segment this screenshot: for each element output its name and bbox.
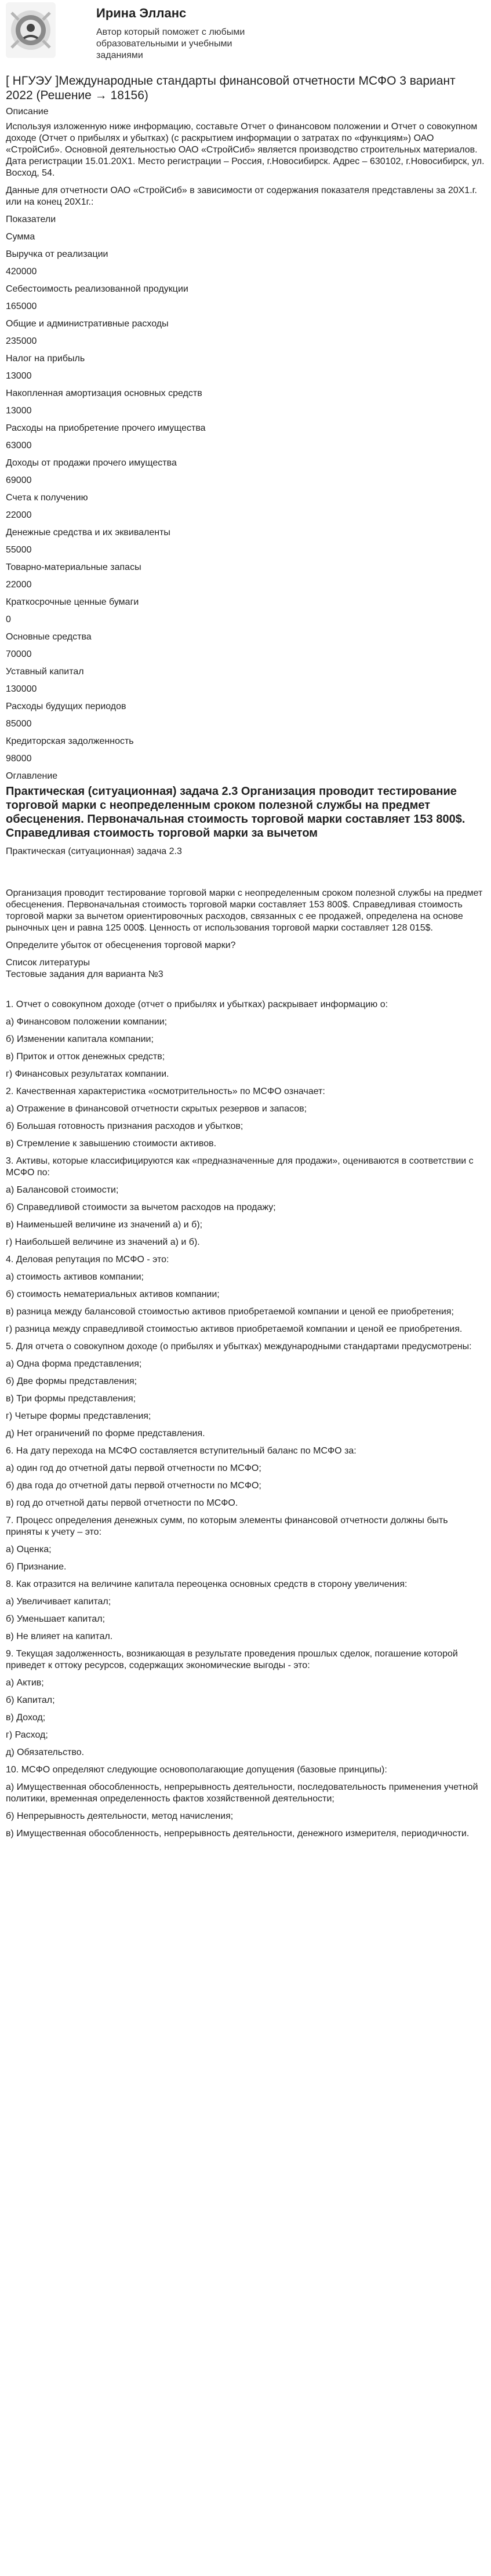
table-row-name: Уставный капитал [6,667,84,677]
table-row-value: 13000 [6,406,32,416]
test-answer-option: в) разница между балансовой стоимостью активов приобретаемой компании и ценой ее приобретения; [6,1307,454,1317]
table-row-value: 0 [6,615,11,624]
data-intro: Данные для отчетности ОАО «СтройСиб» в зависимости от содержания показателя представлены за 20Х1.г. или на конец 20Х1г.: [6,186,477,207]
test-answer-option: б) Признание. [6,1562,67,1572]
task-title: Практическая (ситуационная) задача 2.3 Организация проводит тестирование торговой марки с неопределенным сроком полезной службы на предмет обесценения. Первоначальная стоимость торговой марки составляет 153 800$. Справедливая стоимость торговой марки за вычетом [6,785,465,840]
table-row-name: Выручка от реализации [6,249,108,259]
table-row-name: Налог на прибыль [6,354,85,364]
test-answer-option: б) Изменении капитала компании; [6,1034,154,1044]
table-row-value: 70000 [6,649,32,659]
test-answer-option: б) Справедливой стоимости за вычетом расходов на продажу; [6,1202,276,1212]
test-answer-option: а) Актив; [6,1678,44,1688]
test-answer-option: г) разница между справедливой стоимостью активов приобретаемой компании и ценой ее приобретения. [6,1324,463,1334]
test-answer-option: а) один год до отчетной даты первой отчетности по МСФО; [6,1463,261,1473]
table-row-name: Общие и административные расходы [6,319,169,329]
test-question: 1. Отчет о совокупном доходе (отчет о прибылях и убытках) раскрывает информацию о: [6,1000,388,1009]
test-answer-option: в) Три формы представления; [6,1394,136,1404]
test-answer-option: в) Наименьшей величине из значений а) и б); [6,1220,203,1230]
test-answer-option: а) Балансовой стоимости; [6,1185,119,1195]
indicators-table [6,214,485,765]
test-question: 2. Качественная характеристика «осмотрительность» по МСФО означает: [6,1087,325,1096]
spacer [6,980,485,999]
test-answer-option: б) два года до отчетной даты первой отчетности по МСФО; [6,1481,261,1491]
test-answer-option: б) Непрерывность деятельности, метод начисления; [6,1811,234,1821]
table-row-name: Основные средства [6,632,92,642]
test-answer-option: б) Уменьшает капитал; [6,1614,106,1624]
table-row-value: 165000 [6,301,37,311]
table-row-value: 22000 [6,580,32,590]
table-row-value: 69000 [6,475,32,485]
test-answer-option: в) Стремление к завышению стоимости активов. [6,1139,217,1149]
table-row-value: 55000 [6,545,32,555]
test-question: 9. Текущая задолженность, возникающая в результате проведения прошлых сделок, погашение которой приведет к оттоку ресурсов, содержащих экономические выгоды - это: [6,1649,458,1670]
test-answer-option: в) год до отчетной даты первой отчетности по МСФО. [6,1498,238,1508]
test-answer-option: а) Одна форма представления; [6,1359,142,1369]
test-question: 5. Для отчета о совокупном доходе (о прибылях и убытках) международными стандартами предусмотрены: [6,1342,472,1351]
author-avatar[interactable] [6,2,56,58]
test-answer-option: а) Отражение в финансовой отчетности скрытых резервов и запасов; [6,1104,307,1114]
test-questions [6,999,485,1840]
test-answer-option: в) Имущественная обособленность, непрерывность деятельности, денежного измерителя, периодичности. [6,1829,470,1839]
description-label: Описание [6,107,49,117]
literature-label: Список литературы [6,958,90,968]
toc-label[interactable]: Оглавление [6,771,58,781]
test-answer-option: а) Оценка; [6,1545,52,1554]
table-row-value: 13000 [6,371,32,381]
test-answer-option: а) Финансовом положении компании; [6,1017,168,1027]
test-answer-option: в) Не влияет на капитал. [6,1632,113,1641]
test-answer-option: г) Финансовых результатах компании. [6,1069,169,1079]
table-rows [6,249,485,765]
table-header-indicators: Показатели [6,215,56,224]
spacer [6,858,485,888]
test-answer-option: б) Капитал; [6,1695,55,1705]
table-row-name: Товарно-материальные запасы [6,562,141,572]
test-answer-option: а) Увеличивает капитал; [6,1597,111,1607]
test-question: 10. МСФО определяют следующие основополагающие допущения (базовые принципы): [6,1765,387,1775]
author-description: Автор который поможет с любыми образовательными и учебными заданиями [96,27,245,60]
test-question: 8. Как отразится на величине капитала переоценка основных средств в сторону увеличения: [6,1579,408,1589]
test-answer-option: д) Обязательство. [6,1747,85,1757]
description-text: Используя изложенную ниже информацию, составьте Отчет о финансовом положении и Отчет о совокупном доходе (Отчет о прибылях и убытках) (с раскрытием информации о затратах по «функциям») ОАО «СтройСиб». Основной деятельностью ОАО «СтройСиб» является производство строительных материалов. Дата регистрации 15.01.20Х1. Место регистрации – Россия, г.Новосибирск. Адрес – 630102, г.Новосибирск, ул. Восход, 54. [6,122,485,178]
table-row-value: 235000 [6,336,37,346]
author-info [96,6,247,61]
test-answer-option: в) Доход; [6,1713,46,1723]
test-question: 3. Активы, которые классифицируются как «предназначенные для продажи», оцениваются в соответствии с МСФО по: [6,1156,474,1178]
table-header-sum: Сумма [6,232,35,242]
table-row-value: 85000 [6,719,32,729]
table-row-name: Расходы на приобретение прочего имущества [6,423,206,433]
table-row-name: Доходы от продажи прочего имущества [6,458,177,468]
task-text: Организация проводит тестирование торговой марки с неопределенным сроком полезной службы на предмет обесценения. Первоначальная стоимость торговой марки составляет 153 800$. Справедливая стоимость торговой марки за вычетом ориентировочных расходов, связанных с ее продажей, определена на основе рыночных цен и равна 125 000$. Ценность от использования торговой марки составляет 128 015$. [6,888,483,933]
test-answer-option: г) Наибольшей величине из значений а) и б). [6,1237,200,1247]
page-title: [ НГУЭУ ]Международные стандарты финансовой отчетности МСФО 3 вариант 2022 (Решение → 18156) [6,74,456,102]
avatar-image-icon [6,2,56,58]
table-row-value: 420000 [6,267,37,277]
table-row-name: Краткосрочные ценные бумаги [6,597,139,607]
table-row-value: 130000 [6,684,37,694]
table-row-name: Счета к получению [6,493,88,503]
test-answer-option: г) Расход; [6,1730,48,1740]
test-answer-option: б) Две формы представления; [6,1376,137,1386]
test-answer-option: в) Приток и отток денежных средств; [6,1052,165,1062]
table-row-value: 98000 [6,754,32,764]
table-row-name: Денежные средства и их эквиваленты [6,528,170,537]
table-row-value: 63000 [6,441,32,450]
test-answer-option: г) Четыре формы представления; [6,1411,151,1421]
task-question: Определите убыток от обесценения торговой марки? [6,940,236,950]
table-row-name: Кредиторская задолженность [6,736,134,746]
table-row-name: Расходы будущих периодов [6,702,126,711]
table-row-value: 22000 [6,510,32,520]
test-answer-option: б) Большая готовность признания расходов и убытков; [6,1121,243,1131]
task-subtitle: Практическая (ситуационная) задача 2.3 [6,846,182,856]
test-answer-option: а) стоимость активов компании; [6,1272,144,1282]
test-question: 7. Процесс определения денежных сумм, по которым элементы финансовой отчетности должны быть приняты к учету – это: [6,1516,448,1537]
author-name[interactable]: Ирина Элланс [96,6,187,20]
test-question: 4. Деловая репутация по МСФО - это: [6,1255,169,1265]
table-row-name: Себестоимость реализованной продукции [6,284,188,294]
author-header [6,0,485,63]
table-row-name: Накопленная амортизация основных средств [6,388,202,398]
test-question: 6. На дату перехода на МСФО составляется вступительный баланс по МСФО за: [6,1446,357,1456]
test-answer-option: б) стоимость нематериальных активов компании; [6,1289,220,1299]
tests-label: Тестовые задания для варианта №3 [6,969,163,979]
test-answer-option: а) Имущественная обособленность, непрерывность деятельности, последовательность применения учетной политики, временная определенность фактов хозяйственной деятельности; [6,1782,478,1804]
test-answer-option: д) Нет ограничений по форме представления. [6,1429,205,1438]
